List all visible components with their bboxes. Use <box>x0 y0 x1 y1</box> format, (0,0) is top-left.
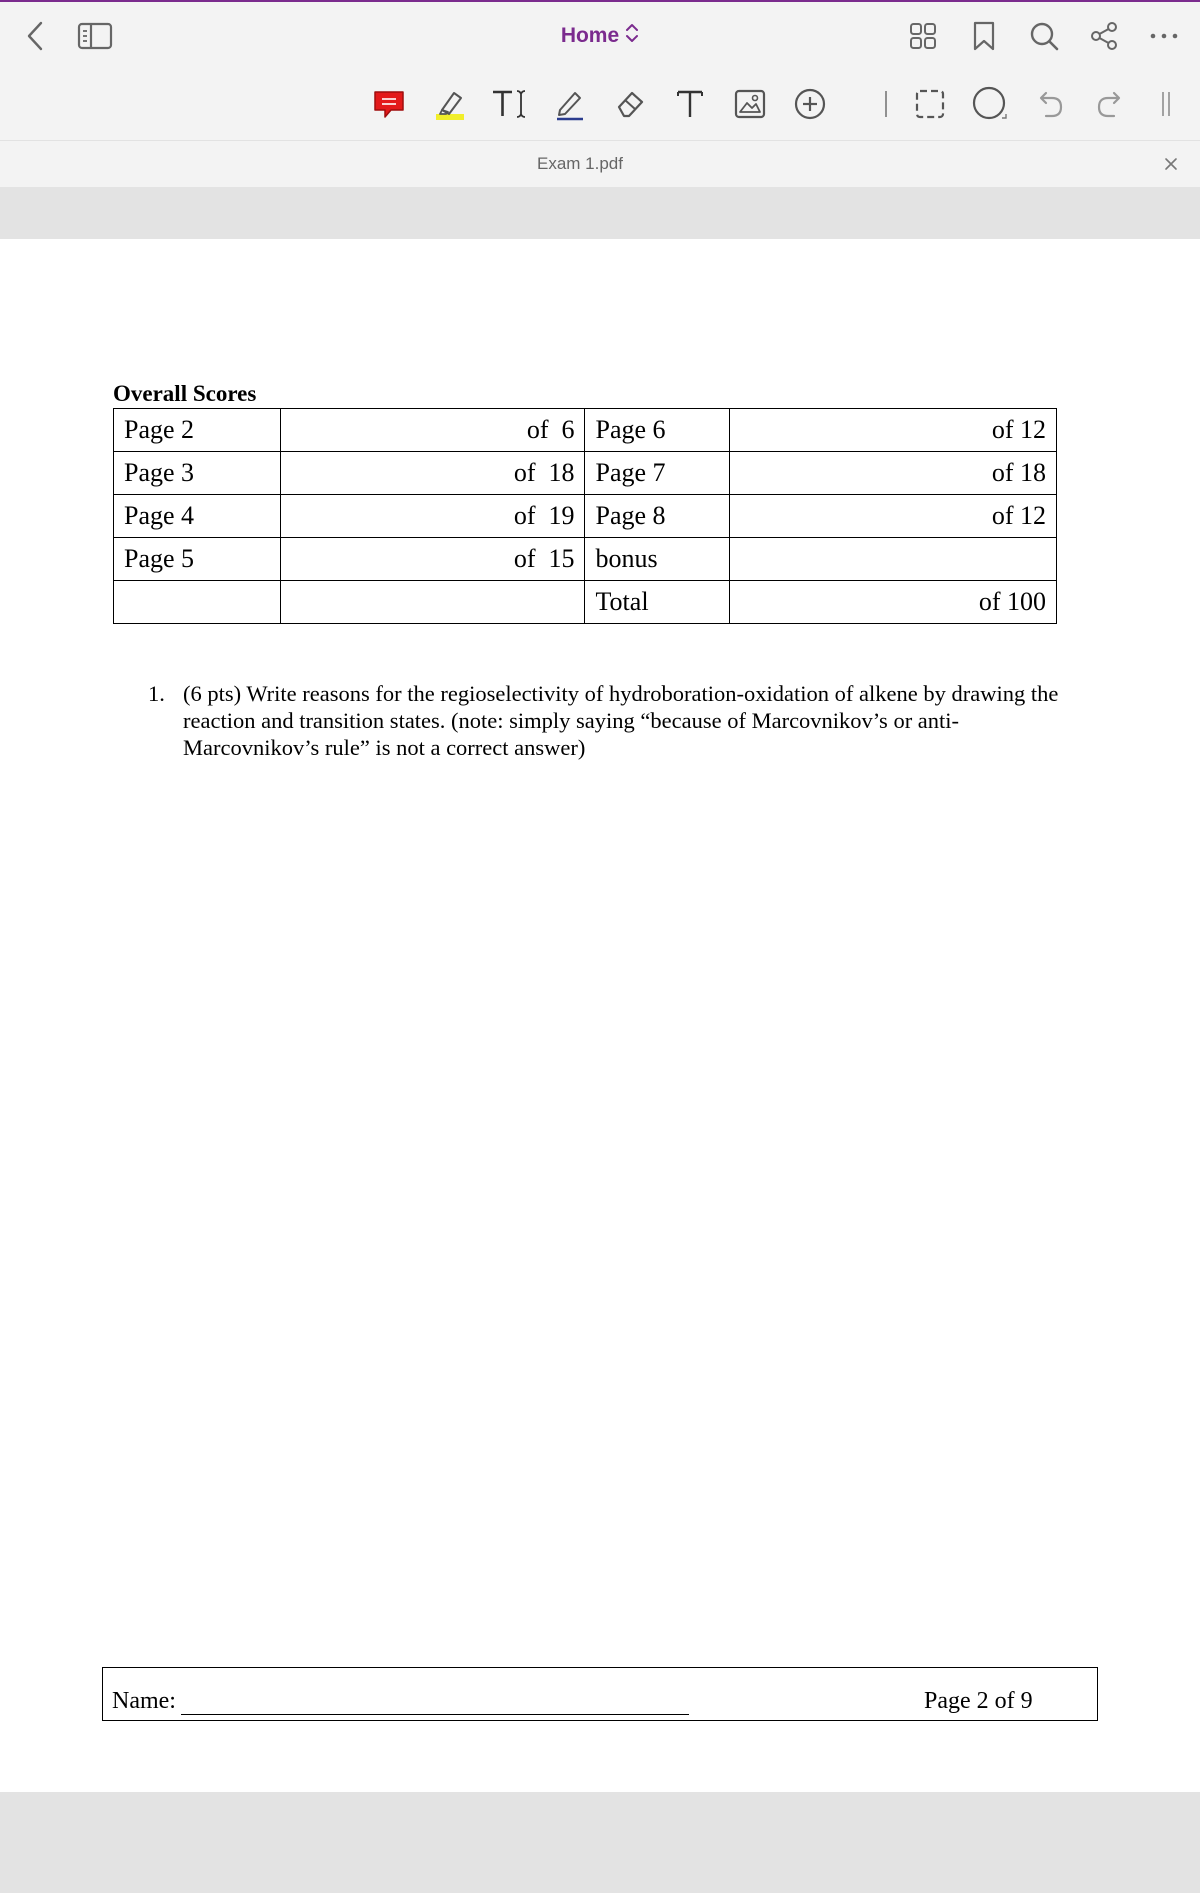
page-top-margin <box>0 187 1200 239</box>
more-options-icon[interactable] <box>1142 14 1186 58</box>
share-icon[interactable] <box>1082 14 1126 58</box>
table-row <box>114 452 1057 495</box>
pdf-page <box>0 239 1200 1792</box>
shape-circle-icon[interactable] <box>968 82 1012 126</box>
search-icon[interactable] <box>1022 14 1066 58</box>
score-label: Page 4 <box>114 495 281 538</box>
table-row <box>114 581 1057 624</box>
name-input-line[interactable] <box>181 1714 689 1715</box>
add-circle-icon[interactable] <box>788 82 832 126</box>
score-value <box>280 581 585 624</box>
score-value: of 12 <box>730 495 1057 538</box>
score-label: Page 3 <box>114 452 281 495</box>
question-number: 1. <box>148 681 165 706</box>
lasso-select-icon[interactable] <box>908 82 952 126</box>
table-row <box>114 495 1057 538</box>
divider-icon <box>876 82 896 126</box>
top-toolbar <box>0 2 1200 140</box>
score-label: Page 5 <box>114 538 281 581</box>
scores-table <box>113 408 1057 624</box>
score-value: of 12 <box>730 409 1057 452</box>
highlighter-icon[interactable] <box>428 82 472 126</box>
toolbar-handle-icon[interactable] <box>1144 82 1188 126</box>
table-row <box>114 538 1057 581</box>
table-row <box>114 409 1057 452</box>
score-label: Page 8 <box>585 495 730 538</box>
score-label: Page 2 <box>114 409 281 452</box>
score-value: of 19 <box>280 495 585 538</box>
image-icon[interactable] <box>728 82 772 126</box>
back-chevron-icon[interactable] <box>14 14 58 58</box>
home-label: Home <box>560 24 620 47</box>
tab-title[interactable]: Exam 1.pdf <box>537 154 623 173</box>
home-dropdown[interactable] <box>540 14 660 58</box>
total-value: of 100 <box>730 581 1057 624</box>
score-value: of 6 <box>280 409 585 452</box>
total-label: Total <box>585 581 730 624</box>
text-select-icon[interactable] <box>487 82 531 126</box>
bookmark-icon[interactable] <box>962 14 1006 58</box>
page-footer <box>102 1667 1098 1721</box>
score-label: bonus <box>585 538 730 581</box>
page-number: Page 2 of 9 <box>924 1688 1033 1714</box>
overall-scores-title: Overall Scores <box>113 381 257 406</box>
score-label: Page 6 <box>585 409 730 452</box>
score-value: of 18 <box>730 452 1057 495</box>
comment-icon[interactable] <box>367 82 411 126</box>
chevron-updown-icon <box>625 23 639 49</box>
eraser-icon[interactable] <box>608 82 652 126</box>
score-value <box>730 538 1057 581</box>
text-box-icon[interactable] <box>668 82 712 126</box>
pen-icon[interactable] <box>548 82 592 126</box>
document-tab-bar <box>0 140 1200 187</box>
redo-icon[interactable] <box>1088 82 1132 126</box>
sidebar-toggle-icon[interactable] <box>73 14 117 58</box>
page-bottom-margin <box>0 1792 1200 1893</box>
score-value: of 18 <box>280 452 585 495</box>
score-label: Page 7 <box>585 452 730 495</box>
score-label <box>114 581 281 624</box>
score-value: of 15 <box>280 538 585 581</box>
grid-view-icon[interactable] <box>901 14 945 58</box>
name-label: Name: <box>112 1688 176 1714</box>
question-text: (6 pts) Write reasons for the regioselectivity of hydroboration-oxidation of alkene by drawing the reaction and transition states. (note: simply saying “because of Marcovnikov’s or anti-Marcovnikov’s rule” is not a correct answer) <box>183 681 1059 760</box>
undo-icon[interactable] <box>1028 82 1072 126</box>
close-icon[interactable] <box>1156 149 1186 179</box>
